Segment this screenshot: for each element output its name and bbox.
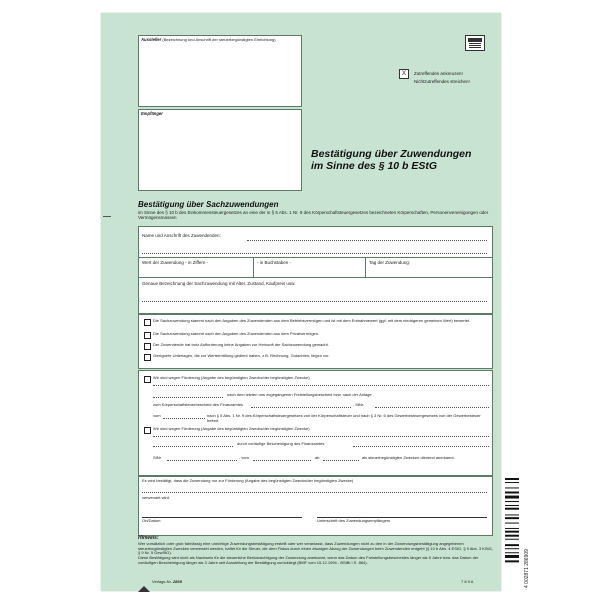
- foerderung-check2-text: Wir sind wegen Förderung (Angabe des begünstigten Zwecks/der begünstigten Zwecke): [153, 426, 310, 431]
- check-unterlagen[interactable]: [144, 354, 151, 361]
- check-foerderung-2[interactable]: [144, 427, 151, 434]
- foerderung-line5c: ab: [315, 455, 320, 460]
- fold-mark: [103, 216, 111, 217]
- barcode-icon: [505, 478, 525, 588]
- check-text-3: Der Zuwendende hat trotz Aufforderung keine Angaben zur Herkunft der Sachzuwendung gemacht.: [153, 342, 329, 347]
- footer-code: 7 8 9 A: [461, 579, 474, 584]
- tag-label: Tag der Zuwendung:: [369, 260, 411, 265]
- section-intro: im Sinne des § 10 b des Einkommensteuergesetzes an eine der in § 5 Abs. 1 Nr. 9 des Körperschaftsteuergesetzes bezeichneten Körperschaften, Personenvereinigungen oder Vermögensmassen: [138, 210, 489, 221]
- genaue-label: Genaue Bezeichnung der Sachzuwendung mit Alter, Zustand, Kaufpreis usw.: [142, 281, 296, 286]
- foerderung-line3b: nach § 5 Abs. 1 Nr. 9 des Körperschaftsteuergesetzes von der Körperschaftsteuer und nach § 3 Nr. 6 des Gewerbesteuergesetzes von der Gewerbesteuer befreit.: [207, 413, 481, 423]
- verlag-label: Verlags-Nr.: [152, 579, 172, 584]
- confirm-verwendet: verwendet wird.: [142, 495, 171, 500]
- stnr-input[interactable]: [375, 407, 489, 408]
- check-privatvermoegen[interactable]: [144, 332, 151, 339]
- divider-v1: [253, 257, 254, 277]
- mark-note-1: Zutreffendes ankreuzen!: [414, 71, 463, 76]
- check-keine-angaben[interactable]: [144, 343, 151, 350]
- aussteller-label-row: [141, 38, 276, 43]
- empfaenger-box[interactable]: [138, 109, 302, 191]
- divider-v2: [365, 257, 366, 277]
- finanzamt2-input[interactable]: [353, 446, 489, 447]
- foerderung-line5d: als steuerbegünstigten Zwecken dienend anerkannt.: [362, 455, 455, 460]
- genaue-input[interactable]: [142, 301, 487, 302]
- aussteller-box[interactable]: [138, 35, 302, 107]
- foerderung-input-4[interactable]: [153, 446, 233, 447]
- confirm-text: Es wird bestätigt, dass die Zuwendung nur zur Förderung (Angabe des begünstigten Zwecks/der begünstigten Zwecke): [142, 478, 354, 483]
- aussteller-hint: (Bezeichnung und Anschrift der steuerbegünstigten Einrichtung): [162, 37, 276, 42]
- foerderung-line3a: vom: [153, 413, 161, 418]
- mark-x: X: [401, 71, 406, 77]
- mark-x-box: [399, 69, 409, 79]
- check-text-2: Die Sachzuwendung stammt nach den Angaben des Zuwendenden aus dem Privatvermögen.: [153, 331, 320, 336]
- hinweis-p1: Wer vorsätzlich oder grob fahrlässig eine unrichtige Zuwendungsbestätigung erstellt oder wer veranlasst, dass Zuwendungen nicht zu den in der Zuwendungsbestätigung angegebenen steuerbegünstigten Zwecken verwendet werden, haftet für die Steuer, die dem Fiskus durch einen etwaigen Abzug der Zuwendungen beim Zuwendenden entgeht (§ 10 b Abs. 4 EStG, § 9 Abs. 3 KStG, § 9 Nr. 5 GewStG).: [138, 541, 493, 556]
- divider-1: [139, 257, 492, 258]
- publisher-logo-icon: [465, 35, 485, 51]
- section-title: Bestätigung über Sachzuwendungen: [138, 200, 279, 209]
- ort-label: Ort/Datum: [142, 518, 161, 523]
- form-title-line1: Bestätigung über Zuwendungen: [311, 148, 472, 160]
- confirm-block: [138, 476, 493, 536]
- barcode-digits: 4 002871 286909: [524, 549, 530, 588]
- name-label: Name und Anschrift des Zuwendenden:: [142, 233, 221, 238]
- foerderung-line5a: StNr.: [153, 455, 162, 460]
- foerderung-block: [138, 370, 493, 476]
- ab-input[interactable]: [323, 460, 359, 461]
- wert-ziffern-label: Wert der Zuwendung - in Ziffern -: [142, 260, 209, 265]
- hinweis-p2: Diese Bestätigung wird nicht als Nachweis für die steuerliche Berücksichtigung der Zuwendung anerkannt, wenn das Datum des Freistellungsbescheides länger als 5 Jahre bzw. das Datum der vorläufigen Bescheinigung länger als 3 Jahre seit Ausstellung der Bestätigung zurückliegt (BMF vom 15.12.1994 - BStBl I S. 884).: [138, 554, 479, 565]
- empfaenger-label: Empfänger: [141, 111, 163, 116]
- wert-buchstaben-label: - in Buchstaben -: [257, 260, 292, 265]
- ort-line[interactable]: [142, 517, 302, 518]
- hinweis-block: [138, 536, 493, 565]
- check-text-1: Die Sachzuwendung stammt nach den Angaben des Zuwendenden aus dem Betriebsvermögen und ist mit dem Entnahmewert (ggf. mit dem niedrigeren gemeinen Wert) bewertet.: [153, 318, 471, 323]
- foerderung-line2a: zum Körperschaftsteuerbescheid des Finanzamtes: [153, 402, 244, 407]
- vom2-input[interactable]: [253, 460, 311, 461]
- vom-input[interactable]: [163, 418, 205, 419]
- foerderung-input-2[interactable]: [153, 397, 223, 398]
- hinweis-title: Hinweis:: [138, 535, 159, 541]
- check-betriebsvermoegen[interactable]: [144, 319, 151, 326]
- checks-block: [138, 314, 493, 369]
- name-input-2[interactable]: [142, 253, 487, 254]
- check-foerderung-1[interactable]: [144, 376, 151, 383]
- divider-2: [139, 277, 492, 278]
- footer-logo-icon: [138, 579, 150, 585]
- form-sheet: [101, 13, 501, 591]
- foerderung-line1: nach dem letzten uns zugegangenen Freistellungsbescheid bzw. nach der Anlage: [227, 392, 372, 397]
- form-title-line2: im Sinne des § 10 b EStG: [311, 159, 438, 172]
- confirm-input[interactable]: [142, 492, 487, 493]
- check-text-4: Geeignete Unterlagen, die zur Wertermittlung gedient haben, z.B. Rechnung, Gutachten, liegen vor.: [153, 353, 330, 358]
- form-title: [311, 149, 497, 172]
- finanzamt-input[interactable]: [251, 407, 351, 408]
- name-input[interactable]: [247, 240, 487, 241]
- fields-block: [138, 226, 493, 314]
- foerderung-line5b: , vom: [239, 455, 249, 460]
- unterschrift-label: Unterschrift des Zuwendungsempfängers: [317, 518, 391, 523]
- aussteller-label: Aussteller: [141, 37, 162, 42]
- foerderung-input-3[interactable]: [153, 436, 489, 437]
- footer-verlag: [152, 580, 182, 585]
- mark-note-2: Nichtzutreffendes streichen!: [414, 79, 470, 84]
- foerderung-line4: durch vorläufige Bescheinigung des Finanzamtes: [237, 441, 325, 446]
- foerderung-check1-text: Wir sind wegen Förderung (Angabe des begünstigten Zwecks/der begünstigten Zwecke): [153, 375, 310, 380]
- verlag-nr: 2869: [172, 579, 182, 584]
- stnr2-input[interactable]: [167, 460, 237, 461]
- foerderung-line2b: , StNr.: [353, 402, 365, 407]
- foerderung-input-1[interactable]: [153, 385, 489, 386]
